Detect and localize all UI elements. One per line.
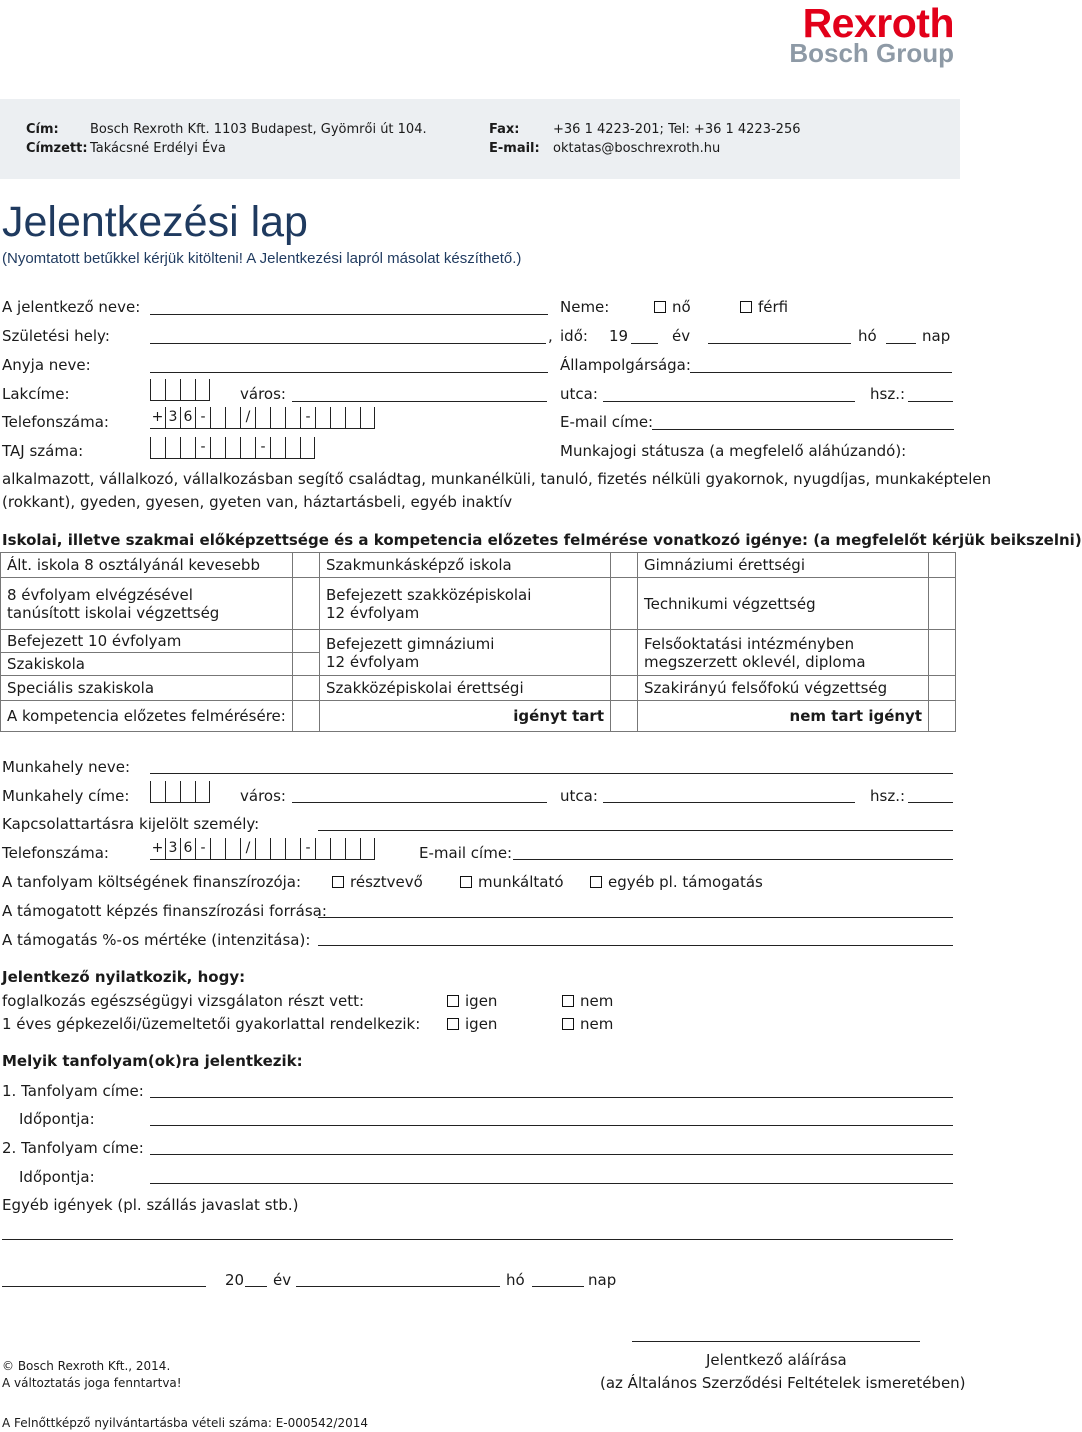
competence-label: A kompetencia előzetes felmérésére: [1, 701, 293, 732]
digit-box[interactable]: - [255, 437, 270, 459]
digit-box[interactable] [330, 407, 345, 429]
course2-field[interactable] [150, 1154, 953, 1155]
page-subtitle: (Nyomtatott betűkkel kérjük kitölteni! A Jelentkezési lapról másolat készíthető.) [2, 250, 522, 267]
edu-option: Szakmunkásképző iskola [320, 553, 611, 578]
digit-box[interactable] [225, 407, 240, 429]
q2-yes[interactable] [447, 1015, 497, 1033]
work-street-field[interactable] [603, 802, 855, 803]
name-label: A jelentkező neve: [2, 298, 141, 316]
course1-date-label: Időpontja: [19, 1110, 95, 1128]
status-options-line2[interactable]: (rokkant), gyeden, gyesen, gyeten van, háztartásbeli, egyéb inaktív [2, 493, 513, 511]
date-year-field[interactable] [245, 1286, 267, 1287]
digit-box[interactable] [270, 838, 285, 860]
street-field[interactable] [603, 401, 855, 402]
work-number-label: hsz.: [870, 787, 906, 805]
digit-box[interactable]: / [240, 407, 255, 429]
recipient-value: Takácsné Erdélyi Éva [90, 141, 226, 156]
edu-option [1, 578, 293, 630]
edu-checkbox[interactable] [929, 553, 956, 578]
address-label: Cím: [26, 122, 59, 137]
digit-box[interactable] [210, 437, 225, 459]
edu-option-line: Befejezett szakközépiskolai [326, 585, 532, 604]
birth-day-field[interactable] [886, 343, 916, 344]
work-phone-label: Telefonszáma: [2, 844, 109, 862]
citizenship-label: Állampolgársága: [560, 356, 691, 374]
digit-box[interactable] [225, 437, 240, 459]
zip-boxes[interactable] [150, 379, 210, 401]
edu-option: Gimnáziumi érettségi [638, 553, 929, 578]
citizenship-field[interactable] [690, 372, 952, 373]
gender-label: Neme: [560, 298, 610, 316]
edu-checkbox[interactable] [929, 630, 956, 676]
work-number-field[interactable] [908, 802, 953, 803]
digit-box[interactable] [165, 781, 180, 803]
digit-box[interactable] [240, 437, 255, 459]
no-need-checkbox[interactable] [929, 701, 956, 732]
declaration-q1: foglalkozás egészségügyi vizsgálaton részt vett: [2, 992, 365, 1010]
need-checkbox[interactable] [611, 701, 638, 732]
digit-box[interactable] [150, 781, 165, 803]
table-row [1, 701, 956, 732]
mother-label: Anyja neve: [2, 356, 91, 374]
digit-box[interactable] [360, 838, 375, 860]
birth-month-field[interactable] [708, 343, 851, 344]
email-value: oktatas@boschrexroth.hu [553, 141, 721, 156]
digit-box[interactable] [150, 437, 165, 459]
contact-band [0, 99, 960, 179]
taj-label: TAJ száma: [2, 442, 84, 460]
digit-box[interactable]: - [195, 838, 210, 860]
day-label: nap [922, 327, 951, 345]
table-row [1, 553, 956, 578]
edu-option-line: tanúsított iskolai végzettség [7, 603, 220, 622]
digit-box[interactable] [255, 838, 270, 860]
digit-box[interactable] [195, 379, 210, 401]
work-city-label: város: [240, 787, 286, 805]
declaration-heading: Jelentkező nyilatkozik, hogy: [2, 968, 246, 986]
courses-heading: Melyik tanfolyam(ok)ra jelentkezik: [2, 1052, 303, 1070]
digit-box[interactable] [345, 407, 360, 429]
city-label: város: [240, 385, 286, 403]
phone-boxes[interactable] [150, 407, 375, 429]
status-label: Munkajogi státusza (a megfelelő aláhúzandó): [560, 442, 907, 460]
digit-box[interactable]: 3 [165, 407, 180, 429]
workplace-address-label: Munkahely címe: [2, 787, 130, 805]
checkbox-icon[interactable] [562, 1018, 574, 1030]
digit-box[interactable] [180, 437, 195, 459]
option-label: nem [580, 992, 614, 1010]
fax-value: +36 1 4223-201; Tel: +36 1 4223-256 [553, 122, 801, 137]
option-label: nem [580, 1015, 614, 1033]
edu-checkbox[interactable] [293, 676, 320, 701]
edu-option [320, 578, 611, 630]
checkbox-icon[interactable] [332, 876, 344, 888]
option-label: igen [465, 992, 498, 1010]
edu-checkbox[interactable] [611, 553, 638, 578]
work-zip-boxes[interactable] [150, 781, 210, 803]
other-needs-label: Egyéb igények (pl. szállás javaslat stb.) [2, 1196, 299, 1214]
work-email-label: E-mail címe: [419, 844, 513, 862]
course1-field[interactable] [150, 1097, 953, 1098]
checkbox-icon[interactable] [562, 995, 574, 1007]
digit-box[interactable] [315, 407, 330, 429]
course2-label: 2. Tanfolyam címe: [2, 1139, 144, 1157]
digit-box[interactable]: + [150, 407, 165, 429]
education-table [0, 552, 956, 732]
male-label: férfi [758, 298, 789, 316]
year-prefix: 19 [609, 327, 629, 345]
status-options-line1[interactable]: alkalmazott, vállalkozó, vállalkozásban segítő családtag, munkanélküli, tanuló, fizetés nélküli gyakornok, nyugdíjas, munkaképtelen [2, 470, 992, 488]
birthplace-field[interactable] [150, 343, 546, 344]
house-number-label: hsz.: [870, 385, 906, 403]
page-title: Jelentkezési lap [2, 198, 308, 246]
other-needs-field[interactable] [2, 1239, 953, 1240]
table-row [1, 630, 956, 653]
digit-box[interactable] [300, 437, 315, 459]
edu-checkbox[interactable] [611, 676, 638, 701]
registry-number: A Felnőttképző nyilvántartásba vételi száma: E-000542/2014 [2, 1416, 369, 1430]
edu-checkbox[interactable] [293, 630, 320, 653]
course2-date-field[interactable] [150, 1183, 953, 1184]
edu-option-line: megszerzett oklevél, diploma [644, 652, 866, 671]
date-month-label: hó [506, 1271, 525, 1289]
education-heading: Iskolai, illetve szakmai előképzettsége és a kompetencia előzetes felmérése vonatkozó igénye: (a megfelelőt kérjük beikszelni) [2, 531, 1082, 549]
bosch-group-logo: Bosch Group [789, 38, 954, 68]
male-option[interactable] [740, 298, 788, 316]
digit-box[interactable] [165, 379, 180, 401]
digit-box[interactable] [270, 407, 285, 429]
edu-option-line: 8 évfolyam elvégzésével [7, 585, 193, 604]
checkbox-icon[interactable] [460, 876, 472, 888]
email-label: E-mail: [489, 141, 540, 156]
comma: , [548, 327, 553, 345]
edu-checkbox[interactable] [611, 578, 638, 630]
edu-option-line: Befejezett gimnáziumi [326, 634, 495, 653]
q1-no[interactable] [562, 992, 613, 1010]
digit-box[interactable] [360, 407, 375, 429]
funder-label: A tanfolyam költségének finanszírozója: [2, 873, 302, 891]
checkbox-icon[interactable] [590, 876, 602, 888]
edu-option-line: Felsőoktatási intézményben [644, 634, 855, 653]
edu-checkbox[interactable] [293, 578, 320, 630]
digit-box[interactable] [210, 838, 225, 860]
digit-box[interactable] [150, 379, 165, 401]
city-field[interactable] [292, 401, 547, 402]
female-option[interactable] [654, 298, 691, 316]
edu-checkbox[interactable] [929, 578, 956, 630]
digit-box[interactable] [345, 838, 360, 860]
edu-option: Technikumi végzettség [638, 578, 929, 630]
digit-box[interactable]: - [300, 838, 315, 860]
email-field[interactable] [652, 429, 954, 430]
digit-box[interactable] [165, 437, 180, 459]
table-row [1, 676, 956, 701]
birth-year-field[interactable] [631, 343, 658, 344]
contact-person-field[interactable] [318, 830, 953, 831]
edu-checkbox[interactable] [929, 676, 956, 701]
date-day-field[interactable] [532, 1286, 584, 1287]
taj-boxes[interactable] [150, 437, 315, 459]
workplace-name-field[interactable] [150, 773, 953, 774]
date-year-label: év [273, 1271, 292, 1289]
digit-box[interactable] [255, 407, 270, 429]
recipient-label: Címzett: [26, 141, 88, 156]
intensity-label: A támogatás %-os mértéke (intenzitása): [2, 931, 311, 949]
address-label: Lakcíme: [2, 385, 70, 403]
intensity-field[interactable] [318, 945, 953, 946]
work-email-field[interactable] [513, 859, 953, 860]
edu-option: Szakközépiskolai érettségi [320, 676, 611, 701]
option-label: igen [465, 1015, 498, 1033]
date-month-field[interactable] [296, 1286, 500, 1287]
digit-box[interactable]: - [195, 407, 210, 429]
signature-field[interactable] [632, 1341, 920, 1342]
edu-option: Szakirányú felsőfokú végzettség [638, 676, 929, 701]
copyright: © Bosch Rexroth Kft., 2014. [2, 1359, 171, 1373]
signature-label: Jelentkező aláírása [706, 1351, 847, 1369]
q1-yes[interactable] [447, 992, 497, 1010]
digit-box[interactable] [180, 781, 195, 803]
workplace-name-label: Munkahely neve: [2, 758, 131, 776]
option-label: egyéb pl. támogatás [608, 873, 763, 891]
funder-participant[interactable] [332, 873, 423, 891]
funder-other[interactable] [590, 873, 763, 891]
course1-label: 1. Tanfolyam címe: [2, 1082, 144, 1100]
edu-checkbox[interactable] [293, 653, 320, 676]
mother-field[interactable] [150, 372, 548, 373]
edu-checkbox[interactable] [293, 553, 320, 578]
date-year-prefix: 20 [225, 1271, 245, 1289]
funder-employer[interactable] [460, 873, 564, 891]
rexroth-logo: Rexroth [802, 0, 954, 46]
place-field[interactable] [2, 1286, 206, 1287]
edu-option: Ált. iskola 8 osztályánál kevesebb [1, 553, 293, 578]
checkbox-icon[interactable] [447, 1018, 459, 1030]
q2-no[interactable] [562, 1015, 613, 1033]
address-value: Bosch Rexroth Kft. 1103 Budapest, Gyömrői út 104. [90, 122, 427, 137]
street-label: utca: [560, 385, 598, 403]
course2-date-label: Időpontja: [19, 1168, 95, 1186]
checkbox-icon[interactable] [447, 995, 459, 1007]
checkbox-icon[interactable] [740, 301, 752, 313]
digit-box[interactable]: + [150, 838, 165, 860]
work-city-field[interactable] [292, 802, 547, 803]
need-option: igényt tart [320, 701, 611, 732]
work-street-label: utca: [560, 787, 598, 805]
edu-option: Szakiskola [1, 653, 293, 676]
house-number-field[interactable] [908, 401, 953, 402]
year-label: év [672, 327, 691, 345]
edu-option: Befejezett 10 évfolyam [1, 630, 293, 653]
digit-box[interactable] [225, 838, 240, 860]
digit-box[interactable] [210, 407, 225, 429]
digit-box[interactable]: 6 [180, 407, 195, 429]
month-label: hó [858, 327, 877, 345]
digit-box[interactable] [195, 781, 210, 803]
date-day-label: nap [588, 1271, 617, 1289]
digit-box[interactable] [285, 838, 300, 860]
contact-person-label: Kapcsolattartásra kijelölt személy: [2, 815, 260, 833]
birthplace-label: Születési hely: [2, 327, 110, 345]
edu-option [320, 630, 611, 676]
edu-option-line: 12 évfolyam [326, 603, 420, 622]
email-label: E-mail címe: [560, 413, 654, 431]
edu-checkbox[interactable] [611, 630, 638, 676]
digit-box[interactable] [180, 379, 195, 401]
option-label: munkáltató [478, 873, 564, 891]
funding-source-field[interactable] [318, 917, 953, 918]
digit-box[interactable] [270, 437, 285, 459]
digit-box[interactable]: / [240, 838, 255, 860]
table-row [1, 578, 956, 630]
signature-note: (az Általános Szerződési Feltételek ismeretében) [600, 1374, 966, 1392]
digit-box[interactable] [315, 838, 330, 860]
edu-option: Speciális szakiskola [1, 676, 293, 701]
declaration-q2: 1 éves gépkezelői/üzemeltetői gyakorlattal rendelkezik: [2, 1015, 421, 1033]
digit-box[interactable]: - [300, 407, 315, 429]
edu-option-line: 12 évfolyam [326, 652, 420, 671]
digit-box[interactable]: 6 [180, 838, 195, 860]
course1-date-field[interactable] [150, 1125, 953, 1126]
checkbox-icon[interactable] [654, 301, 666, 313]
digit-box[interactable] [285, 407, 300, 429]
name-field[interactable] [150, 314, 548, 315]
rights: A változtatás joga fenntartva! [2, 1376, 182, 1390]
funding-source-label: A támogatott képzés finanszírozási forrása: [2, 902, 327, 920]
birthdate-label: idő: [560, 327, 588, 345]
work-phone-boxes[interactable] [150, 838, 375, 860]
digit-box[interactable]: - [195, 437, 210, 459]
spacer [293, 701, 320, 732]
no-need-option: nem tart igényt [638, 701, 929, 732]
female-label: nő [672, 298, 691, 316]
digit-box[interactable] [285, 437, 300, 459]
option-label: résztvevő [350, 873, 423, 891]
digit-box[interactable] [330, 838, 345, 860]
digit-box[interactable]: 3 [165, 838, 180, 860]
edu-option [638, 630, 929, 676]
phone-label: Telefonszáma: [2, 413, 109, 431]
fax-label: Fax: [489, 122, 520, 137]
